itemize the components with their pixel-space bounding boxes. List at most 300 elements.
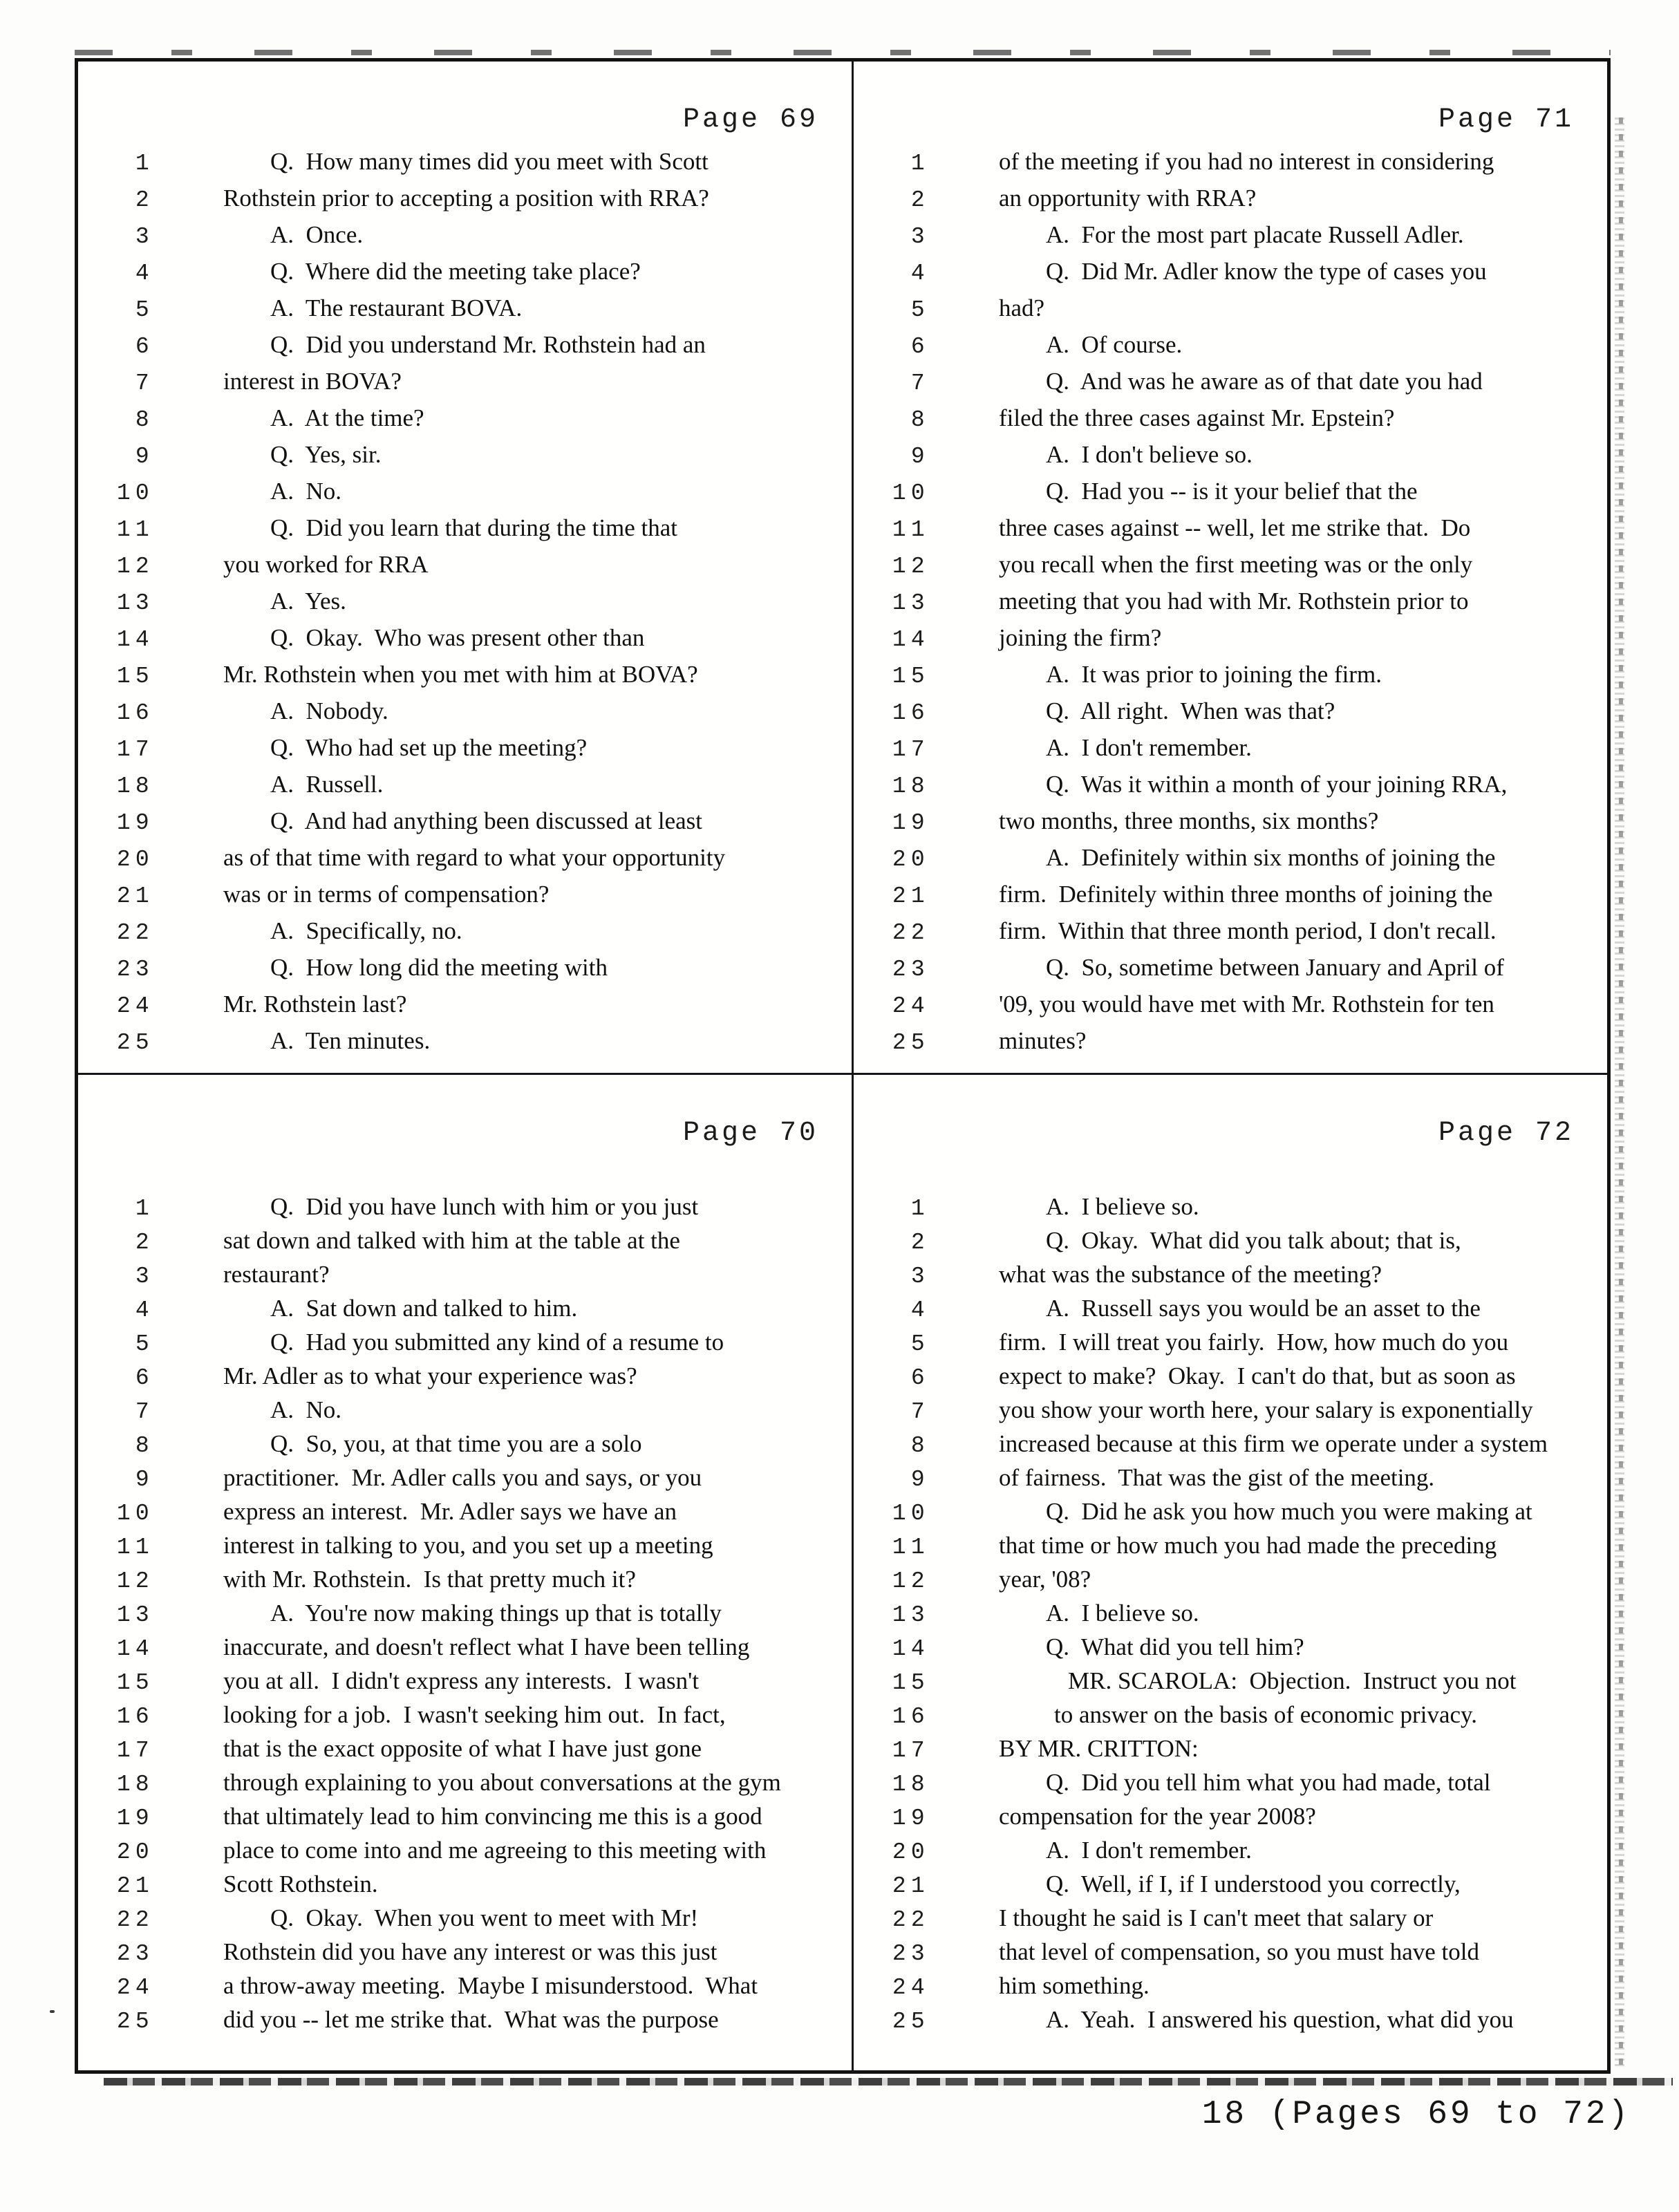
transcript-line <box>78 839 852 876</box>
line-text: was or in terms of compensation? <box>223 881 550 908</box>
transcript-line <box>78 1630 852 1664</box>
scan-noise-top-edge <box>75 50 1611 55</box>
line-number: 8 <box>135 1433 154 1459</box>
transcript-line <box>854 729 1607 766</box>
transcript-line <box>78 1969 852 2003</box>
line-number: 5 <box>910 297 930 323</box>
transcript-line <box>78 290 852 326</box>
line-text: Q. All right. When was that? <box>1046 697 1335 724</box>
line-number: 12 <box>116 1568 154 1594</box>
transcript-line <box>78 546 852 583</box>
transcript-line <box>854 143 1607 180</box>
line-number: 6 <box>910 334 930 359</box>
line-number: 10 <box>892 480 930 506</box>
line-number: 13 <box>116 590 154 616</box>
line-number: 20 <box>116 1839 154 1865</box>
transcript-line <box>854 1901 1607 1935</box>
line-text: Q. Who had set up the meeting? <box>270 734 588 761</box>
line-number: 25 <box>892 1030 930 1056</box>
line-text: firm. Within that three month period, I don't recall. <box>999 917 1497 944</box>
line-text: Rothstein prior to accepting a position with RRA? <box>223 185 709 212</box>
line-number: 23 <box>892 957 930 982</box>
transcript-line <box>854 1257 1607 1291</box>
line-text: what was the substance of the meeting? <box>999 1261 1382 1288</box>
transcript-sheet <box>75 58 1611 2074</box>
line-number: 17 <box>116 737 154 762</box>
transcript-line <box>854 1022 1607 1059</box>
line-number: 14 <box>892 1636 930 1662</box>
line-text: A. I believe so. <box>1046 1193 1199 1220</box>
transcript-line <box>78 1359 852 1393</box>
transcript-line <box>854 473 1607 509</box>
line-number: 18 <box>116 1772 154 1797</box>
line-number: 3 <box>135 224 154 250</box>
line-text: did you -- let me strike that. What was the purpose <box>223 2006 719 2033</box>
line-text: looking for a job. I wasn't seeking him out. In fact, <box>223 1701 726 1728</box>
line-number: 23 <box>116 1941 154 1967</box>
transcript-line <box>78 1596 852 1630</box>
transcript-line <box>854 876 1607 912</box>
line-number: 19 <box>892 1806 930 1831</box>
transcript-line <box>854 1732 1607 1765</box>
transcript-line <box>854 1935 1607 1969</box>
line-text: you recall when the first meeting was or the only <box>999 551 1473 578</box>
line-text: through explaining to you about conversations at the gym <box>223 1769 781 1796</box>
line-number: 11 <box>116 517 154 543</box>
line-text: A. Russell says you would be an asset to the <box>1046 1295 1481 1322</box>
scan-speck <box>50 2010 55 2013</box>
line-number: 20 <box>892 847 930 872</box>
line-text: A. No. <box>270 478 342 505</box>
transcript-line <box>854 1630 1607 1664</box>
line-number: 4 <box>135 261 154 286</box>
line-text: to answer on the basis of economic privacy. <box>1054 1701 1477 1728</box>
line-text: Q. Did he ask you how much you were making at <box>1046 1498 1532 1525</box>
line-text: Q. And was he aware as of that date you had <box>1046 368 1483 395</box>
page-title: Page 69 <box>682 104 818 135</box>
line-text: Q. Okay. Who was present other than <box>270 624 645 651</box>
transcript-line <box>854 2003 1607 2036</box>
line-text: Mr. Rothstein when you met with him at BOVA? <box>223 661 698 688</box>
transcript-line <box>78 1562 852 1596</box>
line-number: 3 <box>910 224 930 250</box>
transcript-line <box>854 253 1607 290</box>
transcript-line <box>78 1799 852 1833</box>
line-number: 7 <box>135 1399 154 1425</box>
line-text: MR. SCAROLA: Objection. Instruct you not <box>1068 1667 1517 1694</box>
transcript-line <box>854 400 1607 436</box>
line-text: Q. Well, if I, if I understood you correctly, <box>1046 1871 1461 1897</box>
line-number: 20 <box>892 1839 930 1865</box>
transcript-line <box>78 326 852 363</box>
transcript-line <box>854 1765 1607 1799</box>
line-number: 21 <box>892 883 930 909</box>
line-text: you show your worth here, your salary is exponentially <box>999 1396 1533 1423</box>
line-number: 19 <box>116 1806 154 1831</box>
line-number: 5 <box>135 297 154 323</box>
line-number: 13 <box>116 1602 154 1628</box>
transcript-line <box>78 766 852 803</box>
transcript-line <box>854 1528 1607 1562</box>
line-number: 22 <box>892 920 930 946</box>
line-text: A. Sat down and talked to him. <box>270 1295 578 1322</box>
page-title: Page 72 <box>1438 1118 1574 1149</box>
transcript-line <box>78 216 852 253</box>
line-text: Mr. Adler as to what your experience was? <box>223 1362 637 1389</box>
line-number: 9 <box>135 444 154 469</box>
line-number: 1 <box>135 1196 154 1221</box>
line-text: Q. Okay. When you went to meet with Mr! <box>270 1904 699 1931</box>
transcript-lines <box>854 143 1607 1059</box>
transcript-page-page-72 <box>854 1075 1607 2070</box>
line-text: that is the exact opposite of what I have just gone <box>223 1735 702 1762</box>
line-number: 18 <box>892 1772 930 1797</box>
transcript-line <box>78 180 852 216</box>
line-number: 21 <box>116 1873 154 1899</box>
line-text: you at all. I didn't express any interests. I wasn't <box>223 1667 700 1694</box>
line-number: 10 <box>892 1501 930 1526</box>
line-text: '09, you would have met with Mr. Rothstein for ten <box>999 991 1494 1018</box>
line-text: meeting that you had with Mr. Rothstein prior to <box>999 588 1469 615</box>
line-number: 11 <box>892 1535 930 1560</box>
line-number: 25 <box>892 2009 930 2034</box>
transcript-line <box>78 1393 852 1427</box>
transcript-line <box>78 693 852 729</box>
line-number: 10 <box>116 1501 154 1526</box>
line-number: 24 <box>116 993 154 1019</box>
line-number: 7 <box>910 371 930 396</box>
line-number: 13 <box>892 590 930 616</box>
transcript-line <box>78 876 852 912</box>
transcript-line <box>78 1257 852 1291</box>
transcript-line <box>854 1833 1607 1867</box>
line-text: two months, three months, six months? <box>999 807 1379 834</box>
line-text: as of that time with regard to what your opportunity <box>223 844 726 871</box>
transcript-line <box>78 1833 852 1867</box>
transcript-page-page-70 <box>78 1075 854 2070</box>
transcript-line <box>78 619 852 656</box>
line-number: 16 <box>892 700 930 726</box>
line-number: 14 <box>116 1636 154 1662</box>
scan-noise-right-edge <box>1615 118 1624 2067</box>
transcript-page-page-71 <box>854 62 1607 1075</box>
line-text: A. No. <box>270 1396 342 1423</box>
line-text: interest in BOVA? <box>223 368 402 395</box>
line-number: 23 <box>116 957 154 982</box>
line-number: 17 <box>892 737 930 762</box>
transcript-line <box>854 1664 1607 1698</box>
line-number: 11 <box>892 517 930 543</box>
transcript-line <box>78 1461 852 1494</box>
transcript-line <box>78 1494 852 1528</box>
line-text: A. Ten minutes. <box>270 1027 431 1054</box>
transcript-line <box>854 1224 1607 1257</box>
transcript-line <box>854 839 1607 876</box>
line-number: 11 <box>116 1535 154 1560</box>
line-number: 5 <box>910 1331 930 1357</box>
line-text: Q. Did Mr. Adler know the type of cases you <box>1046 258 1487 285</box>
line-number: 6 <box>910 1365 930 1391</box>
line-number: 9 <box>910 444 930 469</box>
transcript-line <box>854 290 1607 326</box>
line-number: 12 <box>892 1568 930 1594</box>
line-number: 15 <box>892 664 930 689</box>
line-number: 8 <box>135 407 154 433</box>
transcript-line <box>854 1427 1607 1461</box>
line-number: 21 <box>116 883 154 909</box>
line-text: inaccurate, and doesn't reflect what I have been telling <box>223 1633 750 1660</box>
transcript-line <box>854 986 1607 1022</box>
line-text: Q. So, sometime between January and April of <box>1046 954 1504 981</box>
line-number: 8 <box>910 1433 930 1459</box>
line-text: firm. I will treat you fairly. How, how much do you <box>999 1329 1509 1356</box>
transcript-line <box>854 1698 1607 1732</box>
line-text: A. Yeah. I answered his question, what did you <box>1046 2006 1514 2033</box>
line-text: A. Definitely within six months of joining the <box>1046 844 1496 871</box>
line-text: Rothstein did you have any interest or was this just <box>223 1938 717 1965</box>
page-title: Page 70 <box>682 1118 818 1149</box>
transcript-line <box>854 1596 1607 1630</box>
line-text: filed the three cases against Mr. Epstein? <box>999 404 1395 431</box>
transcript-line <box>78 1224 852 1257</box>
transcript-line <box>854 546 1607 583</box>
transcript-line <box>854 766 1607 803</box>
line-number: 15 <box>116 1670 154 1696</box>
line-number: 18 <box>116 774 154 799</box>
line-text: Q. So, you, at that time you are a solo <box>270 1430 642 1457</box>
line-text: I thought he said is I can't meet that salary or <box>999 1904 1434 1931</box>
line-text: Scott Rothstein. <box>223 1871 378 1897</box>
transcript-lines <box>78 1190 852 2036</box>
line-text: Q. Did you tell him what you had made, total <box>1046 1769 1491 1796</box>
line-text: practitioner. Mr. Adler calls you and says, or you <box>223 1464 702 1491</box>
transcript-line <box>78 436 852 473</box>
line-number: 9 <box>135 1467 154 1492</box>
line-text: interest in talking to you, and you set up a meeting <box>223 1532 713 1559</box>
line-text: A. I believe so. <box>1046 1600 1199 1627</box>
transcript-line <box>78 1935 852 1969</box>
line-text: Q. Did you understand Mr. Rothstein had an <box>270 331 706 358</box>
line-number: 4 <box>910 1297 930 1323</box>
transcript-line <box>78 656 852 693</box>
line-number: 19 <box>116 810 154 836</box>
transcript-line <box>854 326 1607 363</box>
transcript-line <box>78 1698 852 1732</box>
line-text: restaurant? <box>223 1261 330 1288</box>
line-text: A. Russell. <box>270 771 384 798</box>
line-text: Mr. Rothstein last? <box>223 991 407 1018</box>
transcript-line <box>854 949 1607 986</box>
transcript-line <box>78 509 852 546</box>
line-number: 2 <box>135 187 154 213</box>
transcript-line <box>78 583 852 619</box>
transcript-line <box>78 1022 852 1059</box>
line-number: 14 <box>892 627 930 653</box>
transcript-line <box>78 986 852 1022</box>
transcript-line <box>78 1325 852 1359</box>
line-number: 16 <box>116 700 154 726</box>
line-number: 25 <box>116 1030 154 1056</box>
line-text: increased because at this firm we operate under a system <box>999 1430 1548 1457</box>
line-number: 8 <box>910 407 930 433</box>
line-text: Q. Yes, sir. <box>270 441 382 468</box>
transcript-line <box>78 1732 852 1765</box>
line-text: Q. How many times did you meet with Scott <box>270 148 709 175</box>
line-text: Q. Had you submitted any kind of a resume to <box>270 1329 724 1356</box>
line-number: 6 <box>135 1365 154 1391</box>
line-text: joining the firm? <box>999 624 1162 651</box>
line-text: A. Once. <box>270 221 364 248</box>
transcript-line <box>854 619 1607 656</box>
line-number: 1 <box>910 1196 930 1221</box>
line-text: him something. <box>999 1972 1150 1999</box>
line-number: 2 <box>910 1230 930 1255</box>
transcript-line <box>854 1359 1607 1393</box>
transcript-line <box>854 1190 1607 1224</box>
transcript-line <box>78 253 852 290</box>
line-number: 3 <box>135 1264 154 1289</box>
line-text: that ultimately lead to him convincing me this is a good <box>223 1803 762 1830</box>
line-number: 2 <box>910 187 930 213</box>
line-text: three cases against -- well, let me strike that. Do <box>999 514 1471 541</box>
line-text: Q. How long did the meeting with <box>270 954 608 981</box>
transcript-line <box>854 583 1607 619</box>
line-number: 12 <box>892 554 930 579</box>
line-text: A. It was prior to joining the firm. <box>1046 661 1382 688</box>
transcript-lines <box>78 143 852 1059</box>
line-number: 12 <box>116 554 154 579</box>
line-number: 14 <box>116 627 154 653</box>
scan-noise-bottom-edge <box>104 2078 1673 2086</box>
transcript-line <box>78 363 852 400</box>
transcript-lines <box>854 1190 1607 2036</box>
line-number: 22 <box>116 920 154 946</box>
line-number: 19 <box>892 810 930 836</box>
line-text: had? <box>999 294 1045 321</box>
transcript-line <box>78 1528 852 1562</box>
line-text: Q. Where did the meeting take place? <box>270 258 641 285</box>
line-number: 21 <box>892 1873 930 1899</box>
line-text: A. I don't remember. <box>1046 1837 1252 1864</box>
transcript-line <box>854 1494 1607 1528</box>
line-text: Q. Did you learn that during the time that <box>270 514 678 541</box>
line-number: 18 <box>892 774 930 799</box>
transcript-line <box>854 1562 1607 1596</box>
line-number: 24 <box>892 993 930 1019</box>
line-number: 24 <box>116 1975 154 2000</box>
line-number: 25 <box>116 2009 154 2034</box>
line-number: 2 <box>135 1230 154 1255</box>
transcript-line <box>78 1901 852 1935</box>
transcript-line <box>854 1867 1607 1901</box>
line-text: Q. Had you -- is it your belief that the <box>1046 478 1418 505</box>
transcript-line <box>854 693 1607 729</box>
transcript-line <box>78 1867 852 1901</box>
line-text: that level of compensation, so you must have told <box>999 1938 1480 1965</box>
transcript-line <box>78 949 852 986</box>
transcript-line <box>78 2003 852 2036</box>
line-text: Q. Was it within a month of your joining RRA, <box>1046 771 1508 798</box>
transcript-line <box>78 729 852 766</box>
line-number: 24 <box>892 1975 930 2000</box>
line-text: Q. And had anything been discussed at least <box>270 807 703 834</box>
line-text: place to come into and me agreeing to this meeting with <box>223 1837 767 1864</box>
line-text: A. I don't remember. <box>1046 734 1252 761</box>
line-number: 22 <box>116 1907 154 1933</box>
transcript-line <box>854 363 1607 400</box>
transcript-line <box>78 1765 852 1799</box>
line-text: firm. Definitely within three months of joining the <box>999 881 1493 908</box>
line-number: 17 <box>892 1738 930 1763</box>
transcript-line <box>78 1664 852 1698</box>
line-number: 16 <box>892 1704 930 1730</box>
transcript-line <box>854 509 1607 546</box>
transcript-line <box>854 1291 1607 1325</box>
line-text: expect to make? Okay. I can't do that, but as soon as <box>999 1362 1516 1389</box>
line-number: 16 <box>116 1704 154 1730</box>
line-text: A. I don't believe so. <box>1046 441 1253 468</box>
line-text: A. Nobody. <box>270 697 388 724</box>
line-number: 13 <box>892 1602 930 1628</box>
line-number: 17 <box>116 1738 154 1763</box>
transcript-line <box>854 803 1607 839</box>
sheet-footer-page-label: 18 (Pages 69 to 72) <box>1201 2096 1631 2133</box>
transcript-line <box>854 1393 1607 1427</box>
line-number: 6 <box>135 334 154 359</box>
line-number: 15 <box>116 664 154 689</box>
line-number: 5 <box>135 1331 154 1357</box>
transcript-line <box>78 803 852 839</box>
line-text: year, '08? <box>999 1566 1091 1593</box>
line-text: A. For the most part placate Russell Adler. <box>1046 221 1464 248</box>
line-number: 7 <box>135 371 154 396</box>
transcript-page-page-69 <box>78 62 854 1075</box>
line-text: A. At the time? <box>270 404 424 431</box>
transcript-line <box>854 912 1607 949</box>
line-text: of fairness. That was the gist of the meeting. <box>999 1464 1435 1491</box>
line-text: minutes? <box>999 1027 1087 1054</box>
line-number: 3 <box>910 1264 930 1289</box>
line-text: sat down and talked with him at the table at the <box>223 1227 680 1254</box>
transcript-line <box>78 400 852 436</box>
line-text: A. Of course. <box>1046 331 1183 358</box>
line-text: of the meeting if you had no interest in considering <box>999 148 1494 175</box>
transcript-line <box>854 1969 1607 2003</box>
line-number: 23 <box>892 1941 930 1967</box>
line-text: you worked for RRA <box>223 551 429 578</box>
transcript-line <box>78 912 852 949</box>
line-text: Q. Okay. What did you talk about; that is, <box>1046 1227 1461 1254</box>
line-text: A. Specifically, no. <box>270 917 462 944</box>
transcript-line <box>78 1190 852 1224</box>
line-number: 7 <box>910 1399 930 1425</box>
line-number: 10 <box>116 480 154 506</box>
line-number: 1 <box>135 151 154 176</box>
line-text: compensation for the year 2008? <box>999 1803 1316 1830</box>
transcript-line <box>854 436 1607 473</box>
transcript-line <box>854 1325 1607 1359</box>
page-title: Page 71 <box>1438 104 1574 135</box>
line-text: Q. Did you have lunch with him or you just <box>270 1193 699 1220</box>
line-text: A. Yes. <box>270 588 346 615</box>
line-text: A. The restaurant BOVA. <box>270 294 523 321</box>
transcript-line <box>78 1291 852 1325</box>
transcript-line <box>854 656 1607 693</box>
transcript-line <box>78 1427 852 1461</box>
line-number: 20 <box>116 847 154 872</box>
line-text: BY MR. CRITTON: <box>999 1735 1199 1762</box>
transcript-line <box>854 1461 1607 1494</box>
